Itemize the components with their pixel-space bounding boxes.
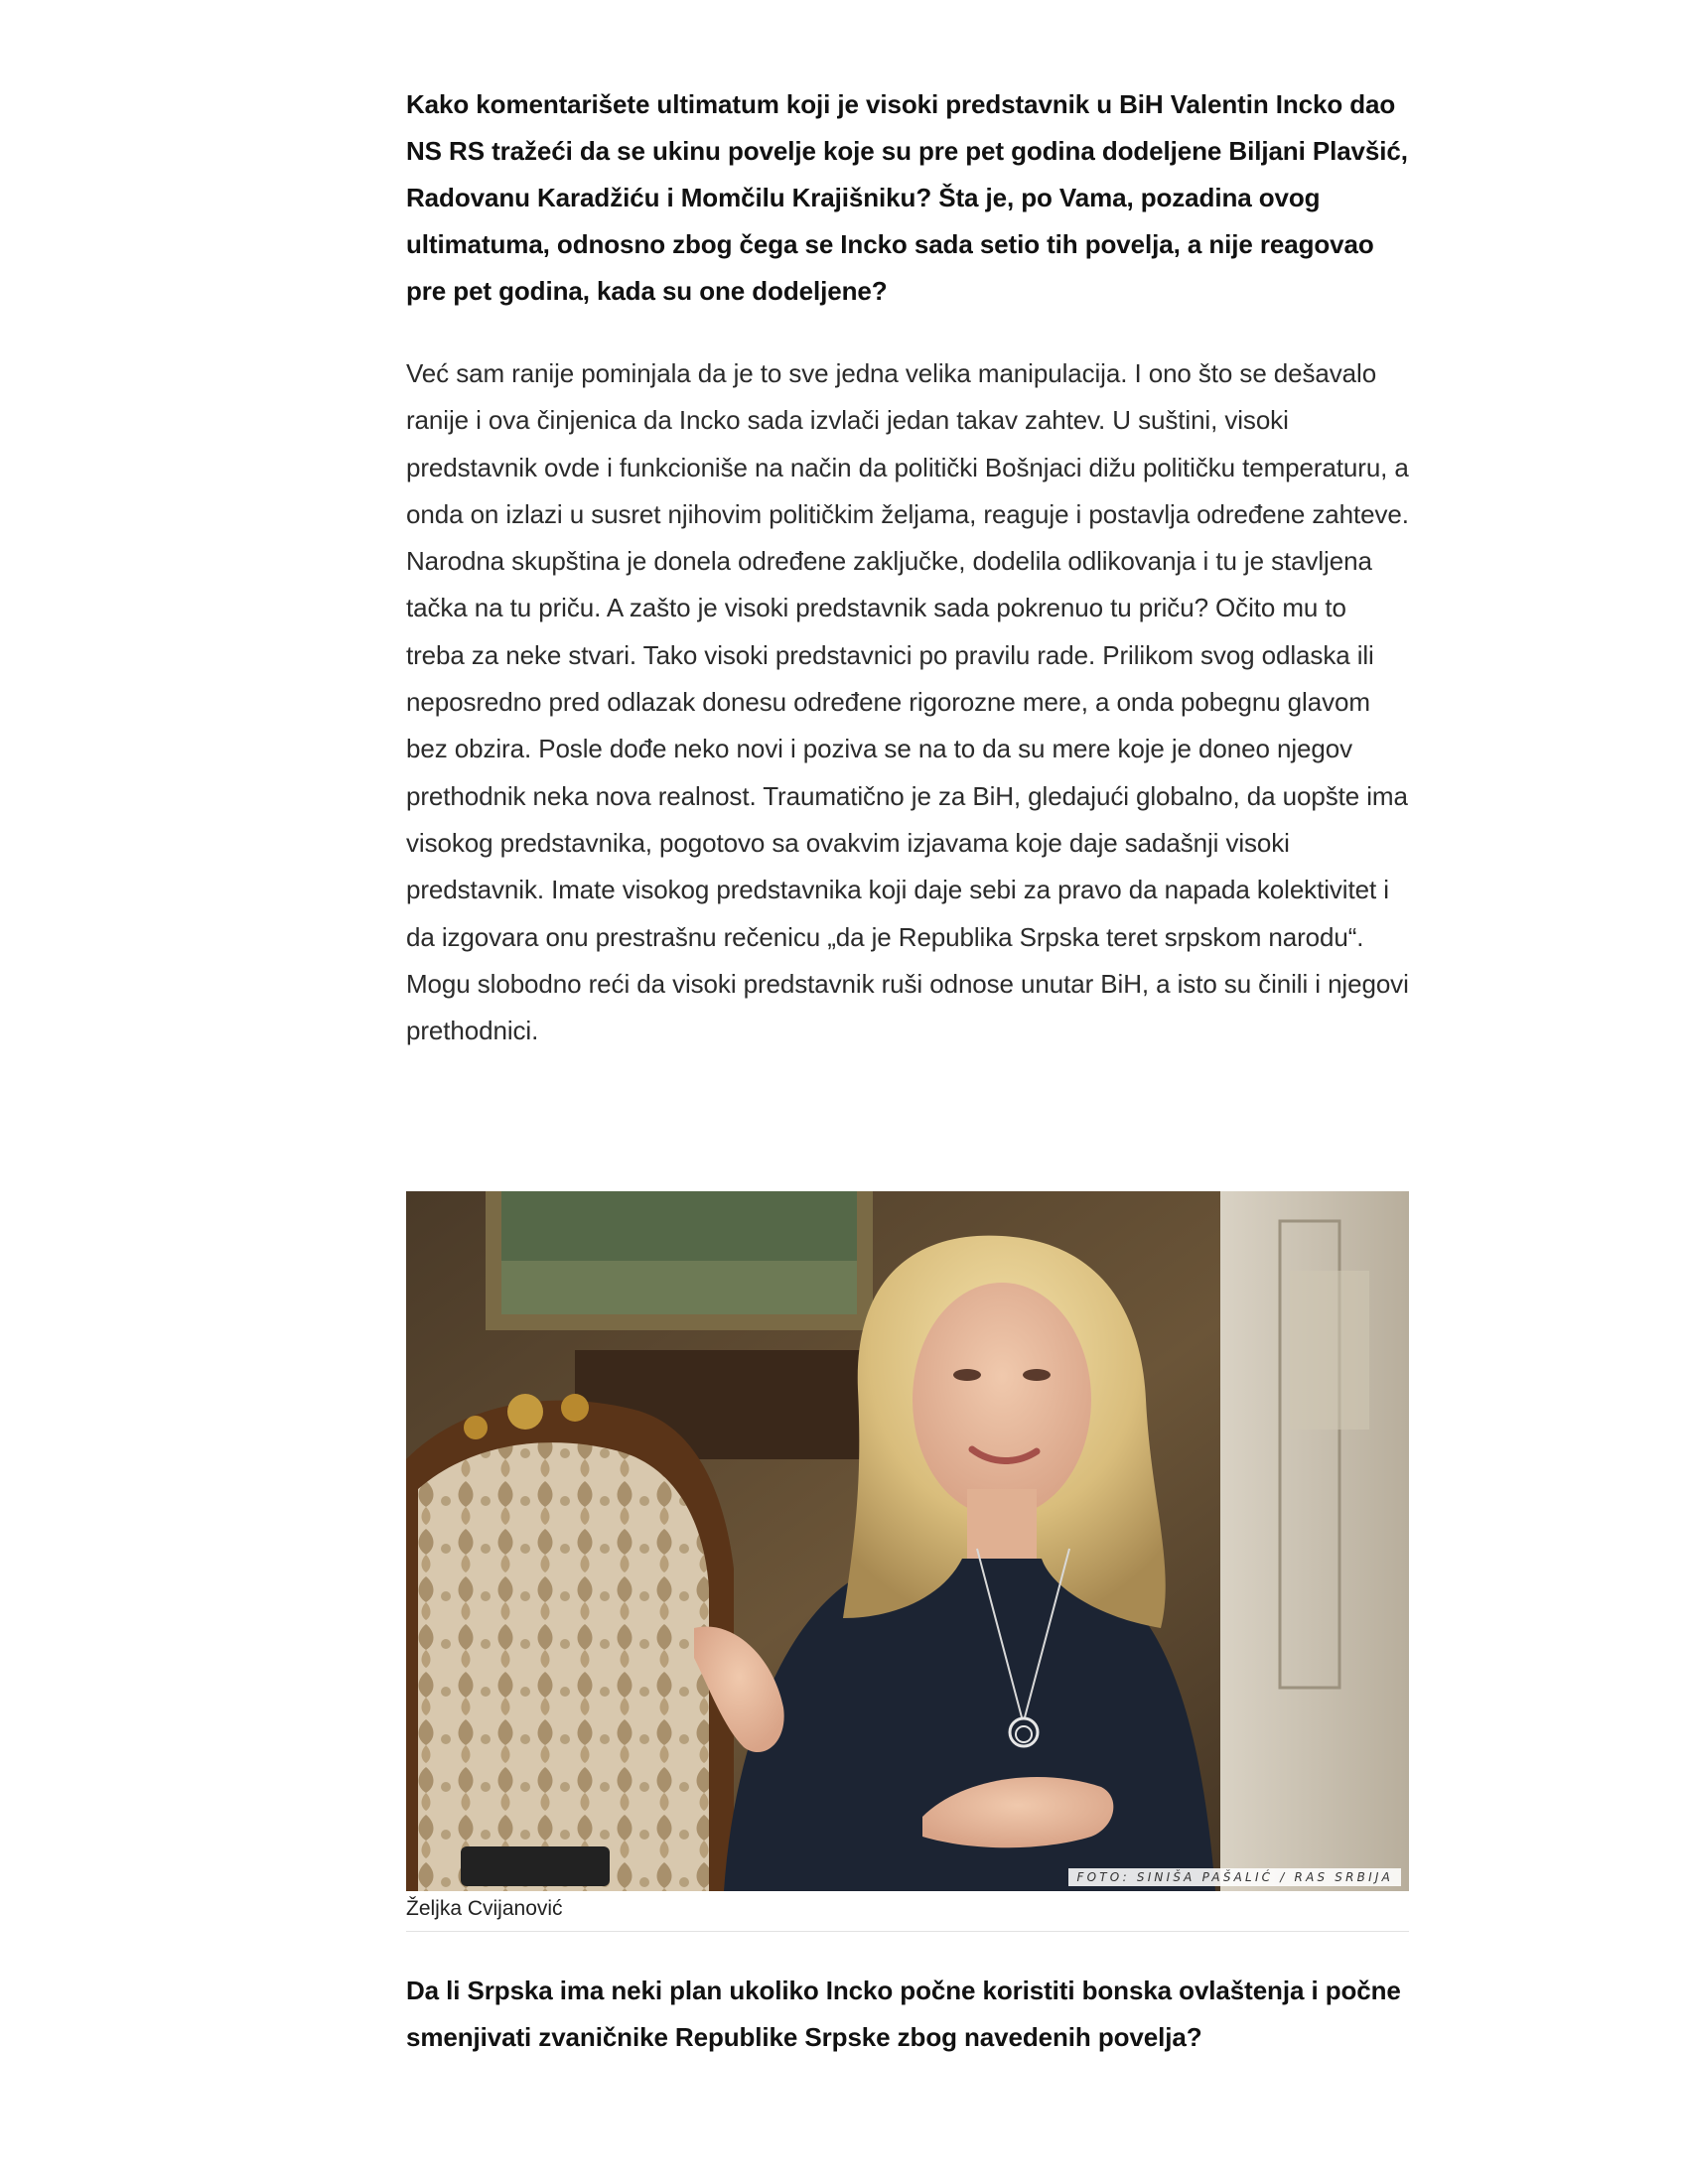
article-photo (406, 1191, 1409, 1891)
interview-question-2: Da li Srpska ima neki plan ukoliko Incko počne koristiti bonska ovlaštenja i počne smenjivati zvaničnike Republike Srpske zbog navedenih povelja? (406, 1976, 1401, 2052)
photo-caption: Željka Cvijanović (406, 1897, 1409, 1932)
article-column (406, 81, 1409, 1054)
interview-question: Kako komentarišete ultimatum koji je visoki predstavnik u BiH Valentin Incko dao NS RS tražeći da se ukinu povelje koje su pre pet godina dodeljene Biljani Plavšić, Radovanu Karadžiću i Momčilu Krajišniku? Šta je, po Vama, pozadina ovog ultimatuma, odnosno zbog čega se Incko sada setio tih povelja, a nije reagovao pre pet godina, kada su one dodeljene? (406, 89, 1408, 306)
interview-answer: Već sam ranije pominjala da je to sve jedna velika manipulacija. I ono što se dešavalo ranije i ova činjenica da Incko sada izvlači jedan takav zahtev. U suštini, visoki predstavnik ovde i funkcioniše na način da politički Bošnjaci dižu političku temperaturu, a onda on izlazi u susret njihovim političkim željama, reaguje i postavlja određene zahteve. Narodna skupština je donela određene zaključke, dodelila odlikovanja i tu je stavljena tačka na tu priču. A zašto je visoki predstavnik sada pokrenuo tu priču? Očito mu to treba za neke stvari. Tako visoki predstavnici po pravilu rade. Prilikom svog odlaska ili neposredno pred odlazak donesu određene rigorozne mere, a onda pobegnu glavom bez obzira. Posle dođe neko novi i poziva se na to da su mere koje je doneo njegov prethodnik neka nova realnost. Traumatično je za BiH, gledajući globalno, da uopšte ima visokog predstavnika, pogotovo sa ovakvim izjavama koje daje sadašnji visoki predstavnik. Imate visokog predstavnika koji daje sebi za pravo da napada kolektivitet i da izgovara onu prestrašnu rečenicu „da je Republika Srpska teret srpskom narodu“. Mogu slobodno reći da visoki predstavnik ruši odnose unutar BiH, a isto su činili i njegovi prethodnici. (406, 358, 1409, 1046)
photo-illustration (406, 1191, 1409, 1891)
photo-credit: FOTO: SINIŠA PAŠALIĆ / RAS SRBIJA (1068, 1868, 1401, 1886)
